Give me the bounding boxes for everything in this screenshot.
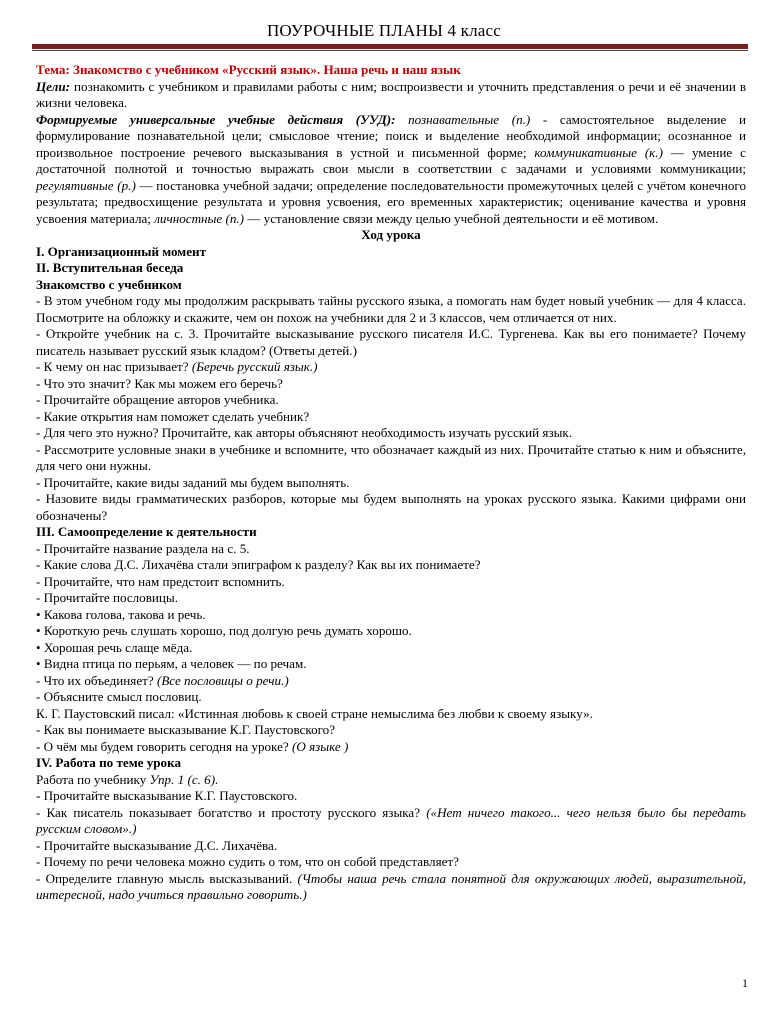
section-heading: II. Вступительная беседа <box>36 260 184 275</box>
text-line: - Откройте учебник на с. 3. Прочитайте высказывание русского писателя И.С. Тургенева. Как вы его понимаете? Почему писатель называет русский язык кладом? (Ответы детей.) <box>36 326 746 358</box>
text-line: - Какие открытия нам поможет сделать учебник? <box>36 408 310 424</box>
page-number: 1 <box>742 976 748 990</box>
goals-text: познакомить с учебником и правилами работы с ним; воспроизвести и уточнить представления о речи и её значении в жизни человека. <box>36 78 746 110</box>
question: - Что их объединяет? <box>36 672 157 688</box>
text-line <box>36 739 746 756</box>
question: - К чему он нас призывает? <box>36 359 192 374</box>
answer: (Чтобы наша речь стала понятной для окружающих людей, выразительной, интересной, надо учиться правильно говорить.) <box>36 870 746 902</box>
question: - Как писатель показывает богатство и простоту русского языка? <box>36 804 427 820</box>
proverb: • Какова голова, такова и речь. <box>36 606 206 622</box>
text-line: - Прочитайте пословицы. <box>36 590 178 605</box>
text-line: - Почему по речи человека можно судить о том, что он собой представляет? <box>36 854 459 869</box>
page-title: ПОУРОЧНЫЕ ПЛАНЫ 4 класс <box>266 21 502 40</box>
question: - Определите главную мысль высказываний. <box>36 870 298 886</box>
header-rule <box>32 44 748 49</box>
answer: (О языке ) <box>291 738 349 754</box>
text-line: - Прочитайте название раздела на с. 5. <box>36 540 250 556</box>
uud-l-text: — установление связи между целью учебной деятельности и её мотивом. <box>244 210 659 226</box>
lesson-topic: Тема: Знакомство с учебником «Русский язык». Наша речь и наш язык <box>36 62 461 77</box>
section-heading: IV. Работа по теме урока <box>36 755 181 770</box>
section-heading: I. Организационный момент <box>36 243 207 259</box>
proverb: • Видна птица по перьям, а человек — по речам. <box>36 656 307 671</box>
text-line: - Для чего это нужно? Прочитайте, как авторы объясняют необходимость изучать русский язык. <box>36 425 573 440</box>
header-rule-thin <box>32 50 748 51</box>
goals-paragraph <box>36 79 746 112</box>
quote-line: К. Г. Паустовский писал: «Истинная любовь к своей стране немыслима без любви к своему языку». <box>36 705 593 721</box>
text-line <box>36 772 746 789</box>
uud-p-text: - самостоятельное выделение и формулирование познавательной цели; смысловое чтение; поиск и выделение необходимой информации; осознанное и произвольное построение речевого высказывания в устной и письменной форме; <box>36 111 747 160</box>
answer: (Беречь русский язык.) <box>191 359 318 374</box>
answer: («Нет ничего такого... чего нельзя было бы передать русским словом».) <box>36 804 747 836</box>
uud-r-text: — постановка учебной задачи; определение последовательности промежуточных целей с учётом конечного результата; предвосхищение результата и уровня усвоения, его временных характеристик; оценивание качества и уровня усвоения материала; <box>36 177 746 226</box>
text-line: - Как вы понимаете высказывание К.Г. Паустовского? <box>36 722 336 737</box>
uud-k-text: — умение с достаточной полнотой и точностью выражать свои мысли в соответствии с задачами и условиями коммуникации; <box>36 144 746 176</box>
text-line <box>36 673 746 690</box>
text-line <box>36 359 746 376</box>
text-line: - Прочитайте обращение авторов учебника. <box>36 392 279 407</box>
text-line: - Назовите виды грамматических разборов, которые мы будем выполнять на уроках русского языка. Какими цифрами они обозначены? <box>36 491 746 523</box>
exercise-label: Работа по учебнику <box>36 771 150 787</box>
uud-label: Формируемые универсальные учебные действия (УУД): <box>36 111 396 127</box>
text-line: - Объясните смысл пословиц. <box>36 689 202 704</box>
text-line: - Прочитайте, что нам предстоит вспомнить. <box>36 573 285 589</box>
proverb: • Короткую речь слушать хорошо, под долгую речь думать хорошо. <box>36 623 412 638</box>
uud-r-label: регулятивные (р.) <box>36 177 136 193</box>
exercise-ref: Упр. 1 (с. 6). <box>149 771 219 787</box>
text-line: - Прочитайте высказывание К.Г. Паустовского. <box>36 788 298 803</box>
section-heading: III. Самоопределение к деятельности <box>36 524 257 539</box>
uud-paragraph <box>36 112 746 228</box>
text-line <box>36 805 746 838</box>
question: - О чём мы будем говорить сегодня на уроке? <box>36 738 292 754</box>
answer: (Все пословицы о речи.) <box>156 672 289 688</box>
uud-l-label: личностные (п.) <box>150 210 245 226</box>
document-body <box>36 62 746 904</box>
text-line: - Прочитайте высказывание Д.С. Лихачёва. <box>36 837 278 853</box>
goals-label: Цели: <box>36 78 71 94</box>
proverb: • Хорошая речь слаще мёда. <box>36 639 193 655</box>
subsection-heading: Знакомство с учебником <box>36 276 182 292</box>
text-line <box>36 871 746 904</box>
uud-p-label: познавательные (п.) <box>395 111 531 127</box>
text-line: - Что это значит? Как мы можем его беречь? <box>36 375 283 391</box>
text-line: - Какие слова Д.С. Лихачёва стали эпиграфом к разделу? Как вы их понимаете? <box>36 557 481 572</box>
uud-k-label: коммуникативные (к.) <box>526 144 663 160</box>
text-line: - В этом учебном году мы продолжим раскрывать тайны русского языка, а помогать нам будет новый учебник — для 4 класса. Посмотрите на обложку и скажите, чем он похож на учебники для 2 и 3 классов, чем отличается от них. <box>36 293 746 325</box>
text-line: - Рассмотрите условные знаки в учебнике и вспомните, что обозначает каждый из них. Прочитайте статью к ним и объясните, для чего они нужны. <box>36 441 746 473</box>
text-line: - Прочитайте, какие виды заданий мы будем выполнять. <box>36 474 350 490</box>
lesson-heading: Ход урока <box>361 227 421 242</box>
